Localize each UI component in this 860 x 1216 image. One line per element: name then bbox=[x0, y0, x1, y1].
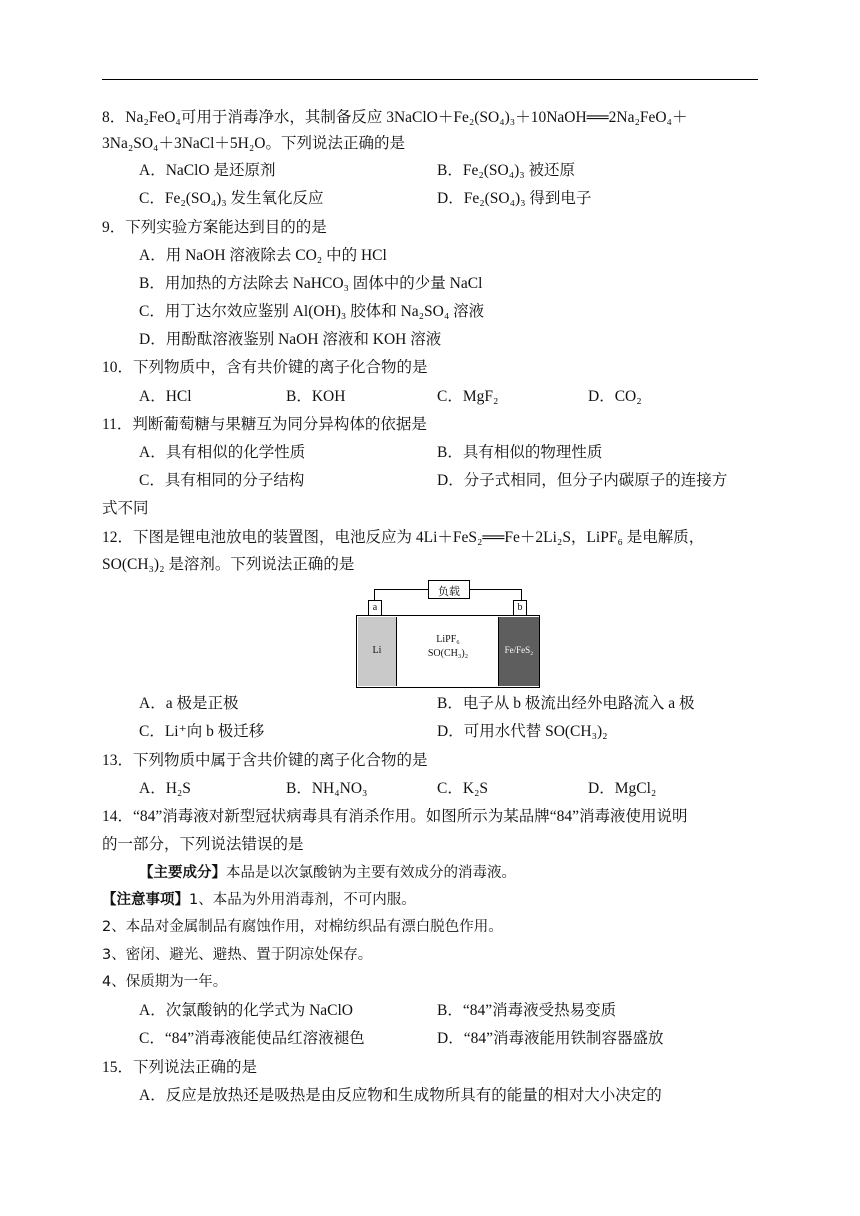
q13-stem: 13．下列物质中属于含共价键的离子化合物的是 bbox=[102, 752, 428, 769]
q8-option-a: A．NaClO 是还原剂 bbox=[139, 162, 276, 179]
q14-option-d: D．“84”消毒液能用铁制容器盛放 bbox=[437, 1030, 664, 1047]
q11-option-d-cont: 式不同 bbox=[102, 500, 149, 517]
q13-option-c: C．K₂S bbox=[437, 780, 489, 797]
q13-option-b: B．NH₄NO₃ bbox=[286, 780, 368, 797]
q10-option-a: A．HCl bbox=[139, 388, 192, 405]
terminal-b-label: b bbox=[517, 602, 523, 613]
notes-heading: 【注意事项】 bbox=[102, 892, 189, 908]
li-electrode bbox=[358, 617, 397, 686]
q9-option-d: D．用酚酞溶液鉴别 NaOH 溶液和 KOH 溶液 bbox=[139, 331, 442, 348]
terminal-a bbox=[368, 600, 382, 616]
q8-option-b: B．Fe₂(SO₄)₃ 被还原 bbox=[437, 162, 576, 179]
notes-item-1: 1、本品为外用消毒剂，不可内服。 bbox=[189, 892, 416, 908]
q14-option-a: A．次氯酸钠的化学式为 NaClO bbox=[139, 1002, 353, 1019]
q10-option-c: C．MgF₂ bbox=[437, 388, 499, 405]
q12-option-d: D．可用水代替 SO(CH₃)₂ bbox=[437, 723, 608, 740]
q10-option-d: D．CO₂ bbox=[588, 388, 642, 405]
q14-option-b: B．“84”消毒液受热易变质 bbox=[437, 1002, 617, 1019]
q9-option-c: C．用丁达尔效应鉴别 Al(OH)₃ 胶体和 Na₂SO₄ 溶液 bbox=[139, 303, 485, 320]
q11-option-b: B．具有相似的物理性质 bbox=[437, 444, 603, 461]
q11-option-d: D．分子式相同，但分子内碳原子的连接方 bbox=[437, 472, 728, 489]
load-label: 负载 bbox=[438, 585, 460, 598]
notes-item-3: 3、密闭、避光、避热、置于阴凉处保存。 bbox=[102, 947, 373, 963]
li-label: Li bbox=[372, 645, 382, 656]
load-box bbox=[428, 580, 470, 599]
q12-option-a: A．a 极是正极 bbox=[139, 695, 239, 712]
q12-option-c: C．Li⁺向 b 极迁移 bbox=[139, 723, 265, 740]
q14-stem-line1: 14．“84”消毒液对新型冠状病毒具有消杀作用。如图所示为某品牌“84”消毒液使用说明 bbox=[102, 808, 688, 825]
fe-fes2-electrode bbox=[498, 617, 539, 686]
q12-stem-line1: 12．下图是锂电池放电的装置图，电池反应为 4Li＋FeS₂══Fe＋2Li₂S，LiPF₆ 是电解质， bbox=[102, 529, 705, 546]
header-rule bbox=[102, 79, 758, 80]
q9-option-a: A．用 NaOH 溶液除去 CO₂ 中的 HCl bbox=[139, 247, 387, 264]
q15-stem: 15．下列说法正确的是 bbox=[102, 1059, 258, 1076]
battery-diagram bbox=[354, 580, 540, 690]
electrolyte-label-2: SO(CH₃)₂ bbox=[427, 648, 469, 659]
q8-option-c: C．Fe₂(SO₄)₃ 发生氧化反应 bbox=[139, 190, 324, 207]
fe-fes2-label: Fe/FeS₂ bbox=[504, 645, 534, 655]
notes-item-4: 4、保质期为一年。 bbox=[102, 974, 228, 990]
ingredients-heading: 【主要成分】 bbox=[139, 865, 226, 881]
q15-option-a: A．反应是放热还是吸热是由反应物和生成物所具有的能量的相对大小决定的 bbox=[139, 1087, 662, 1104]
q9-stem: 9．下列实验方案能达到目的的是 bbox=[102, 219, 327, 236]
q8-stem-line2: 3Na₂SO₄＋3NaCl＋5H₂O。下列说法正确的是 bbox=[102, 135, 405, 152]
q13-option-d: D．MgCl₂ bbox=[588, 780, 657, 797]
electrolyte-label-1: LiPF₆ bbox=[436, 634, 460, 645]
q14-info-notes bbox=[102, 889, 416, 911]
q14-stem-line2: 的一部分，下列说法错误的是 bbox=[102, 836, 304, 853]
q8-stem-line1: 8．Na₂FeO₄可用于消毒净水，其制备反应 3NaClO＋Fe₂(SO₄)₃＋10NaOH══2Na₂FeO₄＋ bbox=[102, 109, 688, 126]
q10-option-b: B．KOH bbox=[286, 388, 346, 405]
q11-stem: 11．判断葡萄糖与果糖互为同分异构体的依据是 bbox=[102, 416, 427, 433]
terminal-b bbox=[513, 600, 527, 616]
terminal-a-label: a bbox=[372, 602, 378, 613]
q12-option-b: B．电子从 b 极流出经外电路流入 a 极 bbox=[437, 695, 695, 712]
ingredients-text: 本品是以次氯酸钠为主要有效成分的消毒液。 bbox=[226, 865, 516, 881]
q11-option-c: C．具有相同的分子结构 bbox=[139, 472, 305, 489]
q12-stem-line2: SO(CH₃)₂ 是溶剂。下列说法正确的是 bbox=[102, 556, 355, 573]
notes-item-2: 2、本品对金属制品有腐蚀作用，对棉纺织品有漂白脱色作用。 bbox=[102, 919, 503, 935]
q13-option-a: A．H₂S bbox=[139, 780, 191, 797]
q14-info-ingredients bbox=[139, 862, 516, 884]
q14-option-c: C．“84”消毒液能使品红溶液褪色 bbox=[139, 1030, 365, 1047]
q8-option-d: D．Fe₂(SO₄)₃ 得到电子 bbox=[437, 190, 592, 207]
q10-stem: 10．下列物质中，含有共价键的离子化合物的是 bbox=[102, 359, 428, 376]
q11-option-a: A．具有相似的化学性质 bbox=[139, 444, 306, 461]
q9-option-b: B．用加热的方法除去 NaHCO₃ 固体中的少量 NaCl bbox=[139, 275, 483, 292]
